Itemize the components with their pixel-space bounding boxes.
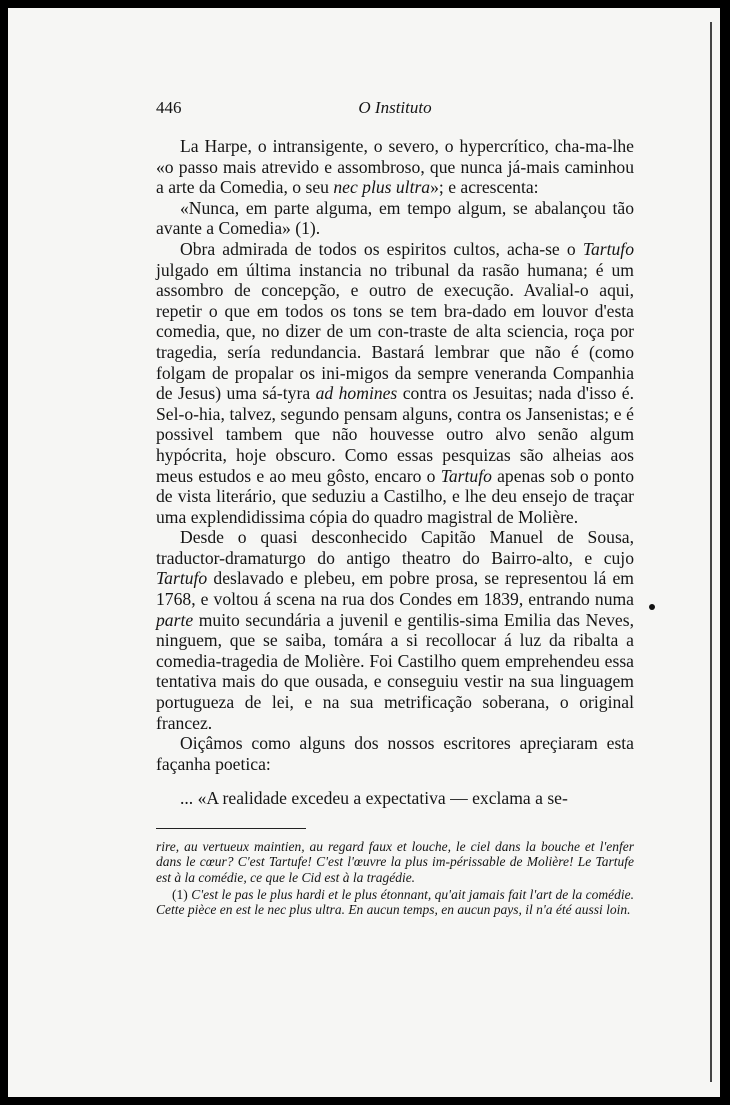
footnote-divider (156, 828, 306, 829)
paragraph-la-harpe: La Harpe, o intransigente, o severo, o hypercrítico, cha-ma-lhe «o passo mais atrevido e assombroso, que nunca já-mais caminhou a arte da Comedia, o seu nec plus ultra»; e acrescenta: (156, 136, 634, 198)
page-number: 446 (156, 98, 182, 117)
margin-mark (649, 604, 655, 610)
paragraph-quote: «Nunca, em parte alguma, em tempo algum, se abalançou tão avante a Comedia» (1). (156, 197, 634, 239)
running-title: O Instituto (358, 98, 432, 117)
paragraph-oicamos: Oiçâmos como alguns dos nossos escritores apreçiaram esta façanha poetica: (156, 733, 634, 774)
footnote-continued: rire, au vertueux maintien, au regard faux et louche, le ciel dans la bouche et l'enfer dans le cœur? C'est Tartufe! C'est l'œuvre la plus im-périssable de Molière! Le Tartufe est à la comédie, ce que le Cid est à la tragédie. (156, 839, 634, 885)
page-edge-line (710, 22, 712, 1082)
paragraph-desde: Desde o quasi desconhecido Capitão Manuel de Sousa, traductor-dramaturgo do antigo theatro do Bairro-alto, e cujo Tartufo deslavado e plebeu, em pobre prosa, se representou lá em 1768, e voltou á scena na rua dos Condes em 1839, entrando numa parte muito secundária a juvenil e gentilis-sima Emilia das Neves, ninguem, que se saiba, tomára a si recollocar á luz da ribalta a comedia-tragedia de Molière. Foi Castilho quem emprehendeu essa tentativa mais do que ousada, e conseguiu vestir na sua linguagem portugueza de lei, e na sua metrificação soberana, o original francez. (156, 527, 634, 733)
main-text (156, 136, 634, 809)
page-header (156, 98, 634, 122)
paragraph-realidade: ... «A realidade excedeu a expectativa — exclama a se- (180, 788, 568, 809)
book-page (8, 8, 720, 1097)
footnotes (156, 839, 634, 917)
footnote-1: (1) C'est le pas le plus hardi et le plus étonnant, qu'ait jamais fait l'art de la comédie. Cette pièce en est le nec plus ultra. En aucun temps, en aucun pays, il n'a été aussi loin. (156, 886, 634, 918)
paragraph-obra-admirada: Obra admirada de todos os espiritos cultos, acha-se o Tartufo julgado em última instancia no tribunal da rasão humana; é um assombro de concepção, e outro de execução. Avalial-o aqui, repetir o que em todos os tons se tem bra-dado em louvor d'esta comedia, que, no dizer de um con-traste de alta sciencia, roça por tragedia, sería redundancia. Bastará lembrar que não é (como folgam de propalar os ini-migos da sempre veneranda Companhia de Jesus) uma sá-tyra ad homines contra os Jesuitas; nada d'isso é. Sel-o-hia, talvez, segundo pensam alguns, contra os Jansenistas; e é possivel tambem que não houvesse outro alvo senão algum hypócrita, hoje obscuro. Como essas pesquizas são alheias aos meus estudos e ao meu gôsto, encaro o Tartufo apenas sob o ponto de vista literário, que seduziu a Castilho, e lhe deu ensejo de traçar uma explendidissima cópia do quadro magistral de Molière. (156, 238, 635, 527)
